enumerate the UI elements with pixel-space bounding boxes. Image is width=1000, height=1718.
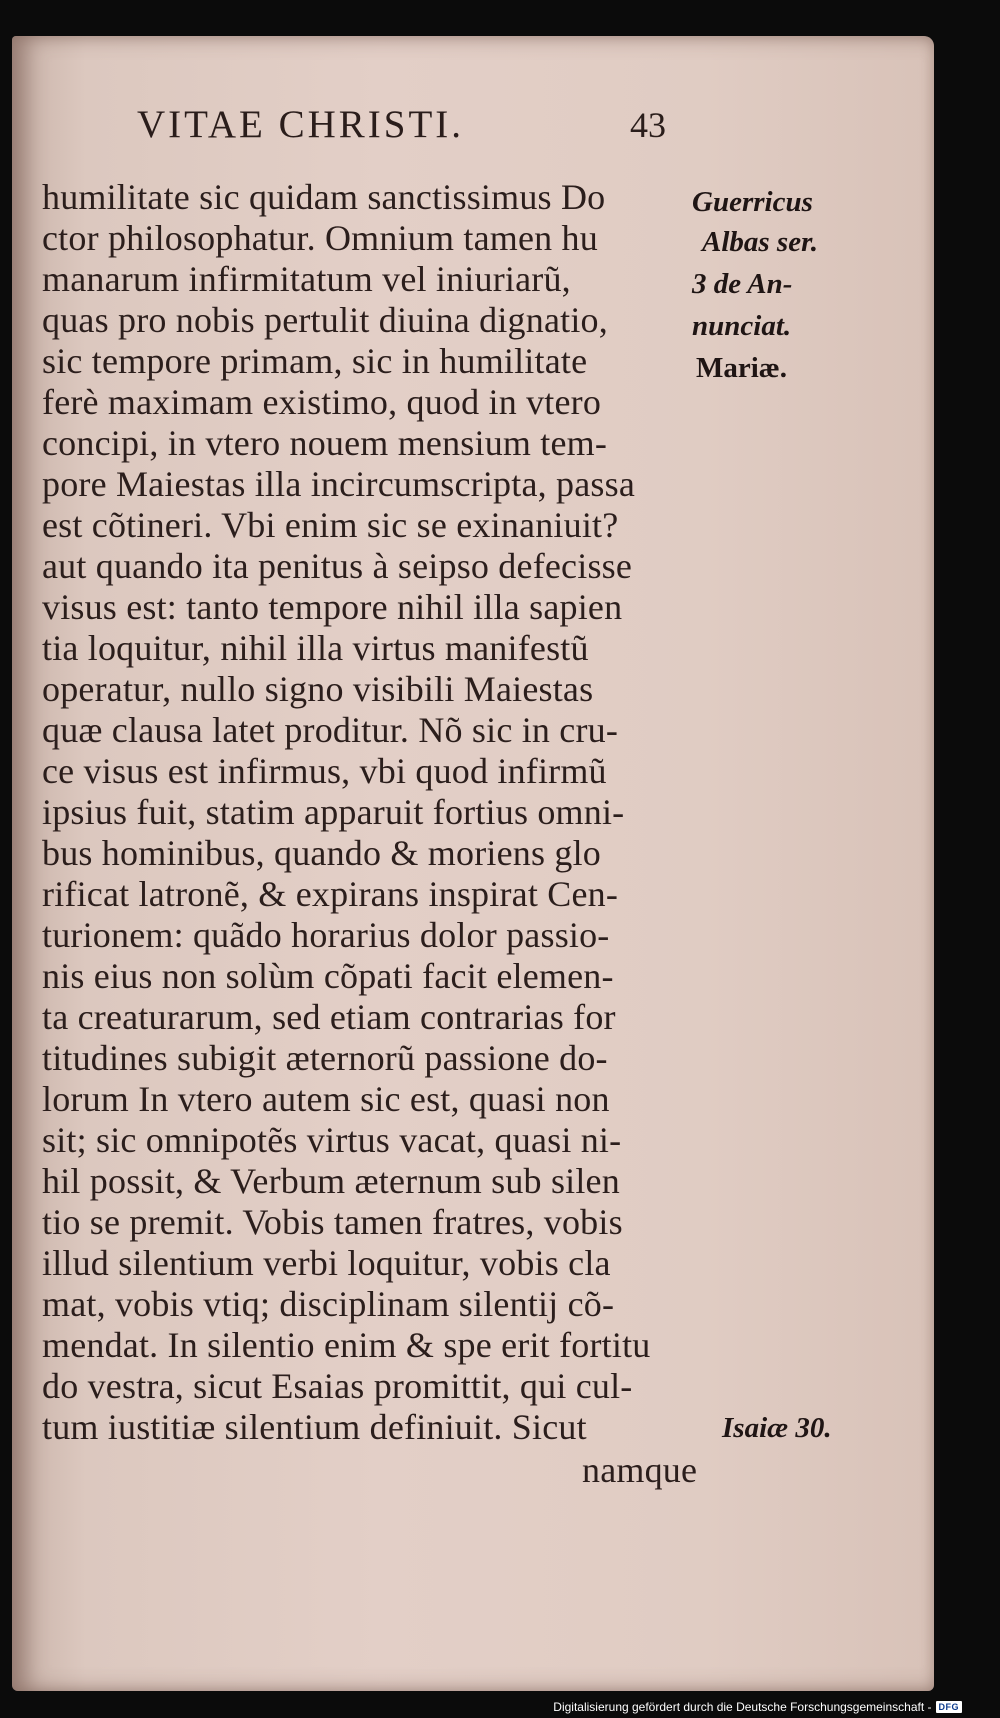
text-line: do vestra, sicut Esaias promittit, qui cul- (42, 1366, 633, 1406)
text-line: tia loquitur, nihil illa virtus manifestũ (42, 628, 589, 668)
text-line: mat, vobis vtiq; disciplinam silentij cõ- (42, 1284, 615, 1324)
text-line: visus est: tanto tempore nihil illa sapien (42, 587, 623, 627)
text-line: humilitate sic quidam sanctissimus Do (42, 177, 606, 217)
text-line: operatur, nullo signo visibili Maiestas (42, 669, 594, 709)
marginal-note: Albas ser. (702, 226, 819, 258)
text-line: bus hominibus, quando & moriens glo (42, 833, 601, 873)
text-line: ctor philosophatur. Omnium tamen hu (42, 218, 598, 258)
credit-text: Digitalisierung gefördert durch die Deutsche Forschungsgemeinschaft - (553, 1700, 932, 1714)
text-line: titudines subigit æternorũ passione do- (42, 1038, 608, 1078)
marginal-note: 3 de An- (692, 268, 793, 300)
text-line: quæ clausa latet proditur. Nõ sic in cru- (42, 710, 619, 750)
text-line: illud silentium verbi loquitur, vobis cla (42, 1243, 611, 1283)
running-title: VITAE CHRISTI. (137, 103, 465, 146)
text-line: lorum In vtero autem sic est, quasi non (42, 1079, 610, 1119)
text-line: turionem: quãdo horarius dolor passio- (42, 915, 610, 955)
text-line: concipi, in vtero nouem mensium tem- (42, 423, 608, 463)
text-line: ta creaturarum, sed etiam contrarias for (42, 997, 616, 1037)
text-line: ipsius fuit, statim apparuit fortius omni- (42, 792, 625, 832)
marginal-note-isaiah: Isaiæ 30. (722, 1412, 832, 1444)
text-line: manarum infirmitatum vel iniuriarũ, (42, 259, 571, 299)
marginal-note: Guerricus (692, 186, 813, 218)
text-line: est cõtineri. Vbi enim sic se exinaniuit? (42, 505, 619, 545)
dfg-logo-icon: DFG (936, 1701, 963, 1713)
text-line: sic tempore primam, sic in humilitate (42, 341, 588, 381)
text-line: nis eius non solùm cõpati facit elemen- (42, 956, 614, 996)
book-page (12, 36, 934, 1691)
digitization-credit (553, 1700, 962, 1714)
text-line: rificat latronẽ, & expirans inspirat Cen- (42, 874, 619, 914)
marginal-note: nunciat. (692, 310, 792, 342)
catchword: namque (582, 1450, 698, 1490)
text-line: ce visus est infirmus, vbi quod infirmũ (42, 751, 607, 791)
text-line: ferè maximam existimo, quod in vtero (42, 382, 602, 422)
text-line: mendat. In silentio enim & spe erit fortitu (42, 1325, 651, 1365)
page-header (12, 102, 934, 162)
text-line: pore Maiestas illa incircumscripta, passa (42, 464, 636, 504)
marginal-note: Mariæ. (696, 352, 787, 384)
text-line: tio se premit. Vobis tamen fratres, vobis (42, 1202, 623, 1242)
text-line: sit; sic omnipotẽs virtus vacat, quasi ni- (42, 1120, 622, 1160)
text-line: aut quando ita penitus à seipso defecisse (42, 546, 633, 586)
page-number: 43 (630, 105, 666, 145)
text-line: tum iustitiæ silentium definiuit. Sicut (42, 1407, 587, 1447)
text-line: quas pro nobis pertulit diuina dignatio, (42, 300, 608, 340)
text-line: hil possit, & Verbum æternum sub silen (42, 1161, 620, 1201)
